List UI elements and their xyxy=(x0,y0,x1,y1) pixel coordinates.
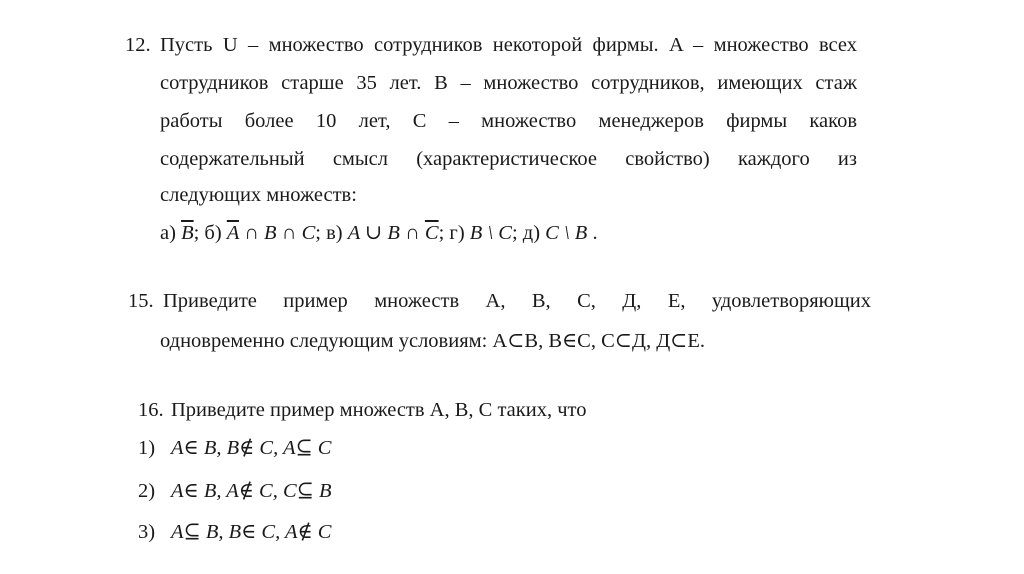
problem-16-number: 16. xyxy=(138,399,164,421)
item-g-label: г) xyxy=(449,222,465,244)
case-1-label: 1) xyxy=(138,437,156,459)
item-b-expression-bar: $\overline{A}$ xyxy=(226,222,239,244)
item-separator: ; xyxy=(511,222,518,244)
problem-15-line-2: одновременно следующим условиям: А⊂В, В∈С, С⊂Д, Д⊂Е. xyxy=(160,330,706,352)
item-v-expression-bar: $\overline{C}$ xyxy=(424,222,439,244)
problem-12-line-3: работы более 10 лет, C – множество менеджеров фирмы каков xyxy=(160,110,857,132)
case-2-expression: A∈ B, A∉ C, C⊆ B xyxy=(171,480,332,502)
case-3-label: 3) xyxy=(138,521,156,543)
case-1-expression: A∈ B, B∉ C, A⊆ C xyxy=(171,437,332,459)
problem-16-intro: Приведите пример множеств А, В, С таких, что xyxy=(171,399,587,421)
item-a-expression: $\overline{B}$ xyxy=(181,222,194,244)
item-a-label: а) xyxy=(160,222,176,244)
problem-15-line-1: Приведите пример множеств А, В, С, Д, Е, удовлетворяющих xyxy=(163,290,871,312)
item-separator: ; xyxy=(193,222,200,244)
case-3-expression: A⊆ B, B∈ C, A∉ C xyxy=(171,521,332,543)
problem-12-line-2: сотрудников старше 35 лет. B – множество сотрудников, имеющих стаж xyxy=(160,72,857,94)
problem-12-line-1: Пусть U – множество сотрудников некоторой фирмы. A – множество всех xyxy=(160,34,857,56)
case-2-label: 2) xyxy=(138,480,156,502)
problem-12-line-5: следующих множеств: xyxy=(160,184,357,206)
item-b-expression: ∩ B ∩ C xyxy=(238,222,316,244)
problem-12-number: 12. xyxy=(125,34,151,56)
problem-12-items xyxy=(160,221,598,245)
problem-12-line-4: содержательный смысл (характеристическое свойство) каждого из xyxy=(160,148,857,170)
item-separator: ; xyxy=(438,222,445,244)
item-d-expression: C \ B xyxy=(545,222,588,244)
item-v-expression: A ∪ B ∩ xyxy=(347,222,425,244)
item-g-expression: B \ C xyxy=(469,222,512,244)
item-separator: ; xyxy=(315,222,321,244)
item-b-label: б) xyxy=(204,222,222,244)
problem-15-number: 15. xyxy=(128,290,154,312)
item-v-label: в) xyxy=(326,222,343,244)
item-d-label: д) xyxy=(522,222,541,244)
item-end: . xyxy=(592,222,598,244)
